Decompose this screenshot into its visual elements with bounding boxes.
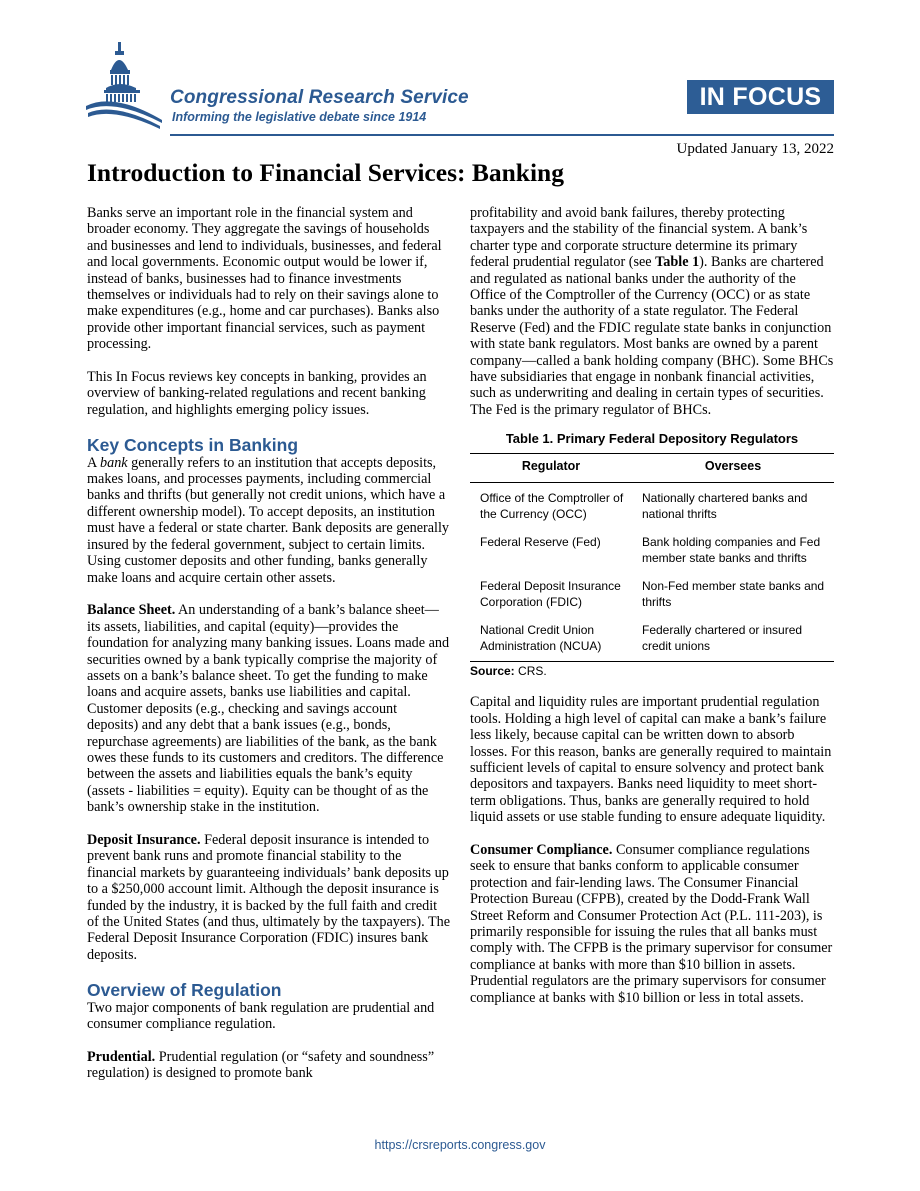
section-heading-key-concepts: Key Concepts in Banking [87, 434, 299, 455]
regulator-cell: National Credit Union Administration (NCUA) [470, 617, 632, 662]
text-run: A [87, 454, 101, 471]
table-row [470, 529, 834, 573]
regulator-cell: Federal Deposit Insurance Corporation (FDIC) [480, 579, 621, 610]
page-title: Introduction to Financial Services: Banking [87, 158, 564, 187]
prudential-continued-paragraph [470, 205, 834, 418]
balance-sheet-paragraph [87, 602, 451, 815]
left-column [87, 205, 451, 1082]
section-heading-regulation: Overview of Regulation [87, 979, 282, 1000]
capital-liquidity-paragraph: Capital and liquidity rules are important prudential regulation tools. Holding a high level of capital can make a bank’s failure less likely, because capital can be written down to absorb losses. For this reason, banks are generally required to maintain sufficient levels of capital to ensure solvency and protect bank depositors and taxpayers. Banks need liquidity to meet short-term obligations. Thus, banks are generally required to hold liquid assets or use stable funding to ensure adequate liquidity. [470, 694, 832, 826]
footer-url-link[interactable]: https://crsreports.congress.gov [374, 1138, 546, 1152]
table-header-row [470, 454, 834, 483]
run-in-heading: Consumer Compliance. [470, 841, 613, 858]
text-run: Consumer compliance regulations seek to ensure that banks conform to applicable consumer protection and fair-lending laws. The Consumer Financial Protection Bureau (CFPB), created by the Dodd-Frank Wall Street Reform and Consumer Protection Act (P.L. 111-203), is primarily responsible for issuing the rules that all banks must comply with. The CFPB is the primary supervisor for consumer compliance at banks with more than $10 billion in assets. Prudential regulators are the primary supervisors for consumer compliance at banks with $10 billion or less in total assets. [470, 841, 833, 1006]
column-header-regulator: Regulator [470, 454, 632, 483]
table-row [470, 573, 834, 617]
oversees-cell: Nationally chartered banks and national thrifts [642, 491, 808, 522]
deposit-insurance-paragraph [87, 832, 451, 963]
regulator-cell: Office of the Comptroller of the Currency (OCC) [480, 491, 624, 522]
table-row [470, 483, 834, 530]
run-in-heading: Deposit Insurance. [87, 831, 201, 848]
page-header [0, 0, 920, 157]
org-tagline: Informing the legislative debate since 1914 [172, 110, 427, 124]
run-in-heading: Prudential. [87, 1048, 156, 1065]
text-run: An understanding of a bank’s balance sheet—its assets, liabilities, and capital (equity)—provides the foundation for analyzing many banking issues. Loans made and securities owned by a bank typically comprise the majority of assets on a bank’s balance sheet. To get the funding to make loans and acquire assets, banks use liabilities and capital. Customer deposits (e.g., checking and savings account deposits) and any debt that a bank issues (e.g., bonds, repurchase agreements) are liabilities of the bank, as the bank owes these funds to its customers and creditors. The difference between the assets and liabilities equals the bank’s equity (assets - liabilities = equity). Equity can be thought of as the bank’s ownership stake in the institution. [87, 602, 450, 816]
oversees-cell: Bank holding companies and Fed member state banks and thrifts [642, 535, 821, 566]
column-header-oversees: Oversees [632, 454, 834, 483]
text-run: Federal deposit insurance is intended to prevent bank runs and promote financial stability to the financial markets by guaranteeing individuals’ bank deposits up to a $250,000 account limit. Although the deposit insurance is funded by the industry, it is backed by the full faith and credit of the United States (and thus, ultimately by the taxpayers). The Federal Deposit Insurance Corporation (FDIC) insures bank deposits. [87, 831, 451, 963]
consumer-compliance-paragraph [470, 842, 834, 1006]
capitol-dome-icon [84, 40, 168, 130]
in-focus-badge: IN FOCUS [687, 80, 834, 114]
regulators-table [470, 453, 834, 662]
emphasis-term: bank [100, 454, 128, 471]
text-run: ). Banks are chartered and regulated as national banks under the authority of the Office of the Comptroller of the Currency (OCC) or as state banks under the authority of a state regulator. The Federal Reserve (Fed) and the FDIC regulate state banks in conjunction with state bank regulators. Most banks are owned by a parent company—called a bank holding company (BHC). Some BHCs have subsidiaries that engage in nonbank financial activities, such as underwriting and dealing in certain types of securities. The Fed is the primary regulator of BHCs. [470, 254, 834, 418]
updated-date: Updated January 13, 2022 [676, 141, 834, 157]
table-row [470, 617, 834, 662]
table-source [470, 662, 834, 680]
text-run: Prudential regulation (or “safety and soundness” regulation) is designed to promote bank [87, 1048, 435, 1082]
source-label: Source: [470, 664, 515, 679]
run-in-heading: Balance Sheet. [87, 602, 176, 619]
prudential-paragraph [87, 1049, 451, 1082]
table-reference: Table 1 [655, 254, 700, 271]
source-text: CRS. [514, 664, 547, 679]
regulators-table-block [470, 430, 834, 680]
text-run: generally refers to an institution that accepts deposits, makes loans, and processes payments, including commercial banks and thrifts (but generally not credit unions, which have a different ownership model). To accept deposits, an institution must have a federal or state charter. Bank deposits are generally insured by the federal government, subject to certain limits. Using customer deposits and other funding, banks generally make loans and acquire certain other assets. [87, 454, 450, 586]
scope-paragraph: This In Focus reviews key concepts in banking, provides an overview of banking-related regulations and recent banking regulation, and highlights emerging policy issues. [87, 369, 427, 418]
org-name: Congressional Research Service [170, 87, 469, 108]
text-run: profitability and avoid bank failures, thereby protecting taxpayers and the stability of the financial system. A bank’s charter type and corporate structure determine its primary federal prudential regulator (see [470, 205, 808, 271]
table-caption: Table 1. Primary Federal Depository Regulators [505, 431, 799, 447]
oversees-cell: Federally chartered or insured credit unions [632, 617, 834, 662]
intro-paragraph: Banks serve an important role in the financial system and broader economy. They aggregate the savings of households and businesses and lend to individuals, businesses, and federal and local governments. Economic output would be lower if, instead of banks, businesses had to finance investments themselves or individuals had to rely on their savings alone to make expenditures (e.g., home and car purchases). Banks also provide other important financial services, such as payment processing. [87, 205, 442, 353]
right-column [470, 205, 834, 1006]
regulator-cell: Federal Reserve (Fed) [480, 535, 601, 550]
oversees-cell: Non-Fed member state banks and thrifts [642, 579, 825, 610]
bank-definition-paragraph [87, 455, 451, 586]
regulation-overview-paragraph: Two major components of bank regulation are prudential and consumer compliance regulation. [87, 999, 435, 1033]
header-rule [170, 134, 834, 136]
